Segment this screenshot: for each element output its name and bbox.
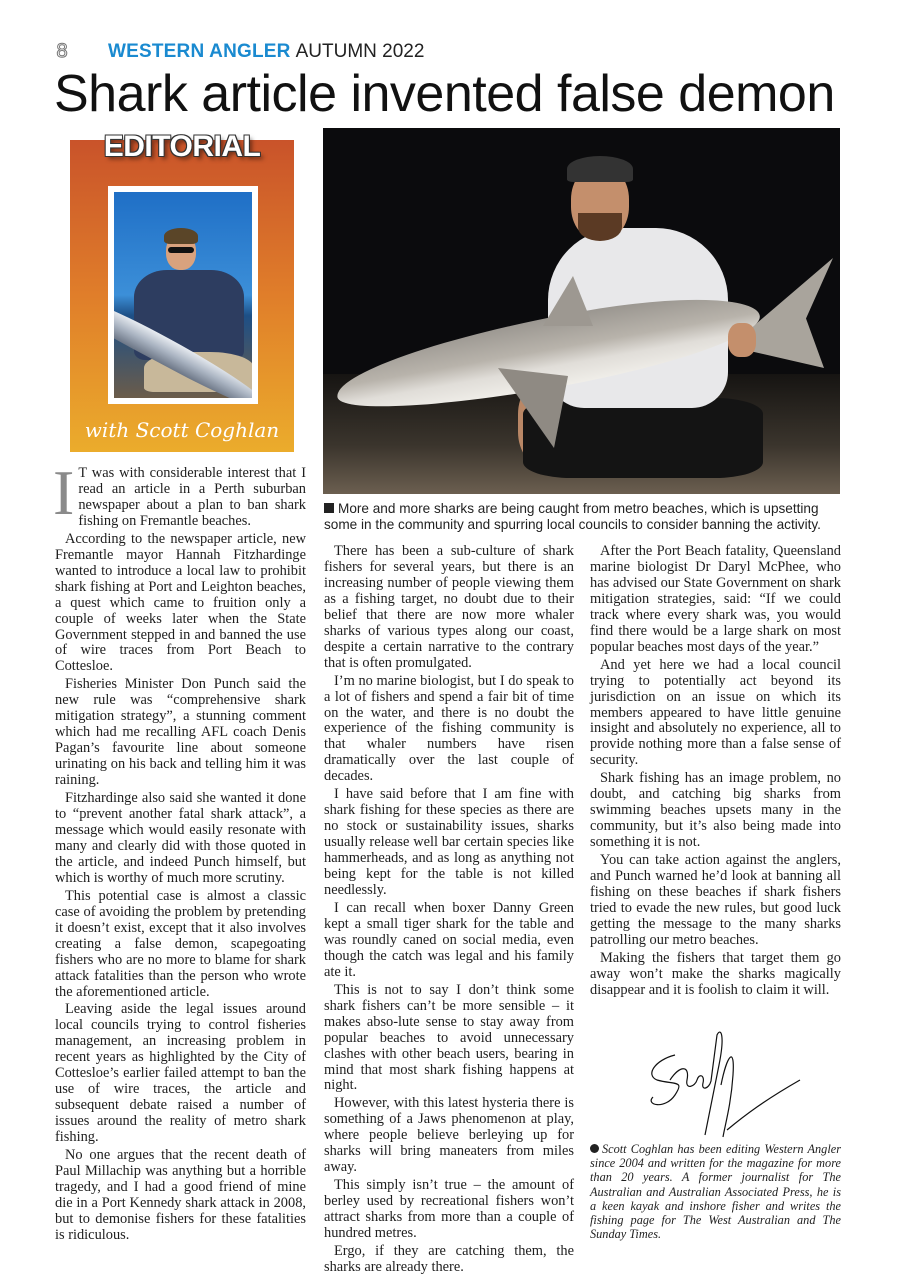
page-header — [56, 40, 424, 66]
author-signature — [635, 1025, 805, 1140]
paragraph: There has been a sub-culture of shark fishers for several years, but there is an increasing number of people viewing them as a fishing target, no doubt due to their belief that there are now more whaler sharks of various types along our coast, despite a certain narrative to the contrary that is often promulgated. — [324, 543, 574, 671]
issue-label: AUTUMN 2022 — [295, 41, 425, 62]
paragraph: I’m no marine biologist, but I do speak to a lot of fishers and spend a fair bit of time on the water, and there is no doubt the experience of the fishing community is that whaler numbers have risen dramatically over the last couple of decades. — [324, 672, 574, 785]
author-bio — [590, 1142, 841, 1241]
circle-bullet-icon — [590, 1144, 599, 1153]
main-photo — [323, 128, 840, 494]
photo-caption — [324, 501, 844, 532]
paragraph: After the Port Beach fatality, Queensland marine biologist Dr Daryl McPhee, who has advised our State Government on shark mitigation strategies, said: “If we could track where every shark was, you would find there would be a large shark on most popular beaches most days of the year.” — [590, 543, 841, 655]
article-column-3 — [590, 544, 841, 1001]
paragraph: I T was with considerable interest that I read an article in a Perth suburban newspaper about a plan to ban shark fishing on Fremantle beaches. — [53, 457, 306, 529]
bio-text: Scott Coghlan has been editing Western Angler since 2004 and written for the magazine for more than 20 years. A former journalist for The Australian and Australian Associated Press, he is a keen kayak and inshore fisher and writes the fishing page for The West Australian and The Sunday Times. — [590, 1142, 841, 1242]
paragraph: No one argues that the recent death of Paul Millachip was anything but a horrible tragedy, and I had a good friend of mine die in a Port Kennedy shark attack in 2008, but to demonise fishers for these fatalities is ridiculous. — [55, 1147, 306, 1243]
author-photo-frame — [108, 186, 258, 404]
paragraph: Fisheries Minister Don Punch said the new rule was “comprehensive shark mitigation strategy”, a stunning comment which had me recalling AFL coach Denis Pagan’s favourite line about someone urinating on his back and telling him it was raining. — [55, 676, 306, 789]
paragraph: Shark fishing has an image problem, no doubt, and catching big sharks from swimming beaches upsets many in the community, but it’s also being made into something it is not. — [590, 770, 841, 851]
page-number: 8 — [56, 40, 69, 62]
paragraph: Fitzhardinge also said she wanted it done to “prevent another fatal shark attack”, a message which would easily resonate with many and clearly did with those quoted in the article, and indeed Punch himself, but which is worthy of much more scrutiny. — [55, 790, 306, 886]
paragraph: This simply isn’t true – the amount of berley used by recreational fishers won’t attract sharks from more than a couple of hundred metres. — [324, 1177, 574, 1242]
square-bullet-icon — [324, 503, 334, 513]
article-column-1 — [53, 457, 306, 1246]
magazine-name: WESTERN ANGLER — [108, 41, 291, 62]
article-column-2 — [324, 544, 574, 1278]
dropcap: I — [53, 457, 75, 528]
editorial-title: EDITORIAL — [103, 130, 261, 163]
paragraph: Leaving aside the legal issues around local councils trying to control fisheries management, an increasing problem in recent years as highlighted by the City of Cottesloe’s earlier failed attempt to ban the use of wire traces, the article and subsequent debate raised a number of issues around the reality of metro shark fishing. — [55, 1001, 306, 1146]
headline: Shark article invented false demon — [54, 65, 835, 123]
editorial-badge — [70, 130, 294, 452]
paragraph: Making the fishers that target them go away won’t make the sharks magically disappear and it is foolish to claim it will. — [590, 949, 841, 998]
headlamp-cap — [567, 156, 633, 182]
author-photo — [114, 192, 252, 398]
paragraph: You can take action against the anglers, and Punch warned he’d look at banning all fishing on these beaches if shark fishers tried to evade the new rules, but good luck getting the message to the many sharks patrolling our metro beaches. — [590, 852, 841, 948]
paragraph: I have said before that I am fine with shark fishing for these species as there are no stock or sustainability issues, sharks usually release well bar certain species like hammerheads, and as long as anything not being kept for the table is not killed needlessly. — [324, 786, 574, 899]
paragraph: However, with this latest hysteria there is something of a Jaws phenomenon at play, where people believe berleying up for sharks will bring maneaters from miles away. — [324, 1095, 574, 1176]
paragraph: This is not to say I don’t think some shark fishers can’t be more sensible – it makes abso-lute sense to stay away from popular beaches to avoid unnecessary clashes with other beach users, bearing in mind that most shark fishing happens at night. — [324, 981, 574, 1094]
paragraph: Ergo, if they are catching them, the sharks are already there. — [324, 1242, 574, 1275]
paragraph: I can recall when boxer Danny Green kept a small tiger shark for the table and was roundly caned on social media, even though the catch was legal and his family ate it. — [324, 899, 574, 980]
paragraph: And yet here we had a local council trying to potentially act beyond its jurisdiction on an issue on which its members appeared to have little genuine insight and absolutely no experience, all to provide nothing more than a false sense of security. — [590, 656, 841, 769]
paragraph: According to the newspaper article, new Fremantle mayor Hannah Fitzhardinge wanted to introduce a local law to prohibit shark fishing at Port and Leighton beaches, a quest which came to fruition only a couple of weeks later when the State Government stepped in and banned the use of wire traces from Port Beach to Cottesloe. — [55, 530, 306, 675]
paragraph: This potential case is almost a classic case of avoiding the problem by pretending it doesn’t exist, except that it also involves creating a false demon, scapegoating fishers who are no more to blame for shark attack fatalities than the person who wrote the aforementioned article. — [55, 887, 306, 1000]
editorial-byline: with Scott Coghlan — [84, 418, 280, 442]
caption-text: More and more sharks are being caught from metro beaches, which is upsetting some in the community and spurring local councils to consider banning the activity. — [324, 501, 821, 532]
